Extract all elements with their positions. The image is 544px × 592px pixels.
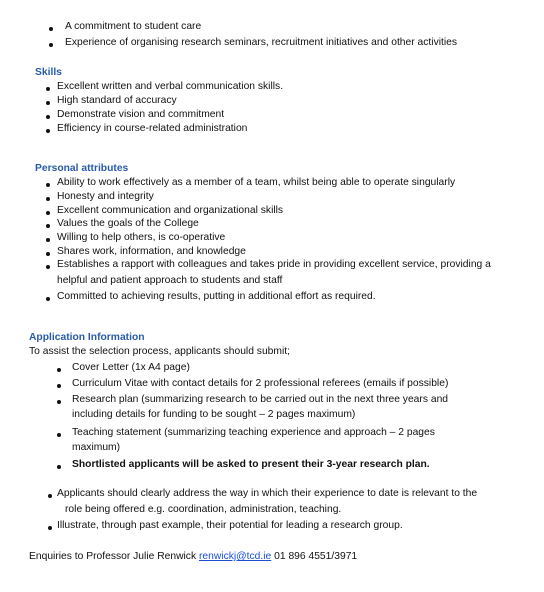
bullet-dot [46, 129, 50, 133]
application-heading: Application Information [29, 332, 145, 343]
bullet-dot [46, 197, 50, 201]
phone-number: 01 896 4551/3971 [274, 551, 358, 562]
list-item: High standard of accuracy [57, 95, 177, 106]
list-item: Efficiency in course-related administration [57, 123, 248, 134]
list-item: Ability to work effectively as a member of a team, whilst being able to operate singularly [57, 177, 456, 188]
list-item: Values the goals of the College [57, 218, 199, 229]
enquiries-line [29, 551, 357, 562]
list-item: Illustrate, through past example, their potential for leading a research group. [57, 520, 403, 531]
list-item: A commitment to student care [65, 21, 202, 32]
bullet-dot [57, 368, 61, 372]
bullet-dot [57, 433, 61, 437]
bullet-dot [48, 526, 52, 530]
bullet-dot [57, 400, 61, 404]
list-item: Teaching statement (summarizing teaching experience and approach – 2 pages [72, 427, 435, 438]
bullet-dot [49, 43, 53, 47]
bullet-dot [46, 238, 50, 242]
bullet-dot [46, 101, 50, 105]
list-item-continuation: helpful and patient approach to students and staff [57, 275, 283, 286]
bullet-dot [46, 297, 50, 301]
list-item: Excellent written and verbal communication skills. [57, 81, 284, 92]
list-item-continuation: role being offered e.g. coordination, administration, teaching. [65, 504, 342, 515]
email-link[interactable]: renwickj@tcd.ie [198, 551, 272, 562]
bullet-dot [49, 27, 53, 31]
bullet-dot [57, 465, 61, 469]
list-item: Willing to help others, is co-operative [57, 232, 226, 243]
enquiries-text: Enquiries to Professor Julie Renwick [29, 551, 197, 562]
bullet-dot [46, 183, 50, 187]
skills-heading: Skills [35, 67, 62, 78]
list-item: Cover Letter (1x A4 page) [72, 362, 190, 373]
list-item-continuation: maximum) [72, 442, 121, 453]
bullet-dot [46, 211, 50, 215]
list-item: Research plan (summarizing research to be carried out in the next three years and [72, 394, 449, 405]
bullet-dot [46, 87, 50, 91]
bullet-dot [46, 224, 50, 228]
bullet-dot [48, 494, 52, 498]
list-item: Curriculum Vitae with contact details for 2 professional referees (emails if possible) [72, 378, 449, 389]
personal-attributes-heading: Personal attributes [35, 163, 129, 174]
list-item-continuation: including details for funding to be sought – 2 pages maximum) [72, 409, 356, 420]
bullet-dot [57, 384, 61, 388]
list-item-bold: Shortlisted applicants will be asked to present their 3-year research plan. [72, 459, 430, 470]
bullet-dot [46, 115, 50, 119]
list-item: Establishes a rapport with colleagues and takes pride in providing excellent service, providing a [57, 259, 491, 270]
list-item: Applicants should clearly address the way in which their experience to date is relevant to the [57, 488, 478, 499]
bullet-dot [46, 265, 50, 269]
list-item: Honesty and integrity [57, 191, 154, 202]
list-item: Experience of organising research seminars, recruitment initiatives and other activities [65, 37, 458, 48]
bullet-dot [46, 252, 50, 256]
list-item: Excellent communication and organizational skills [57, 205, 284, 216]
application-intro: To assist the selection process, applicants should submit; [29, 346, 290, 357]
list-item: Demonstrate vision and commitment [57, 109, 225, 120]
list-item: Shares work, information, and knowledge [57, 246, 246, 257]
list-item: Committed to achieving results, putting in additional effort as required. [57, 291, 376, 302]
